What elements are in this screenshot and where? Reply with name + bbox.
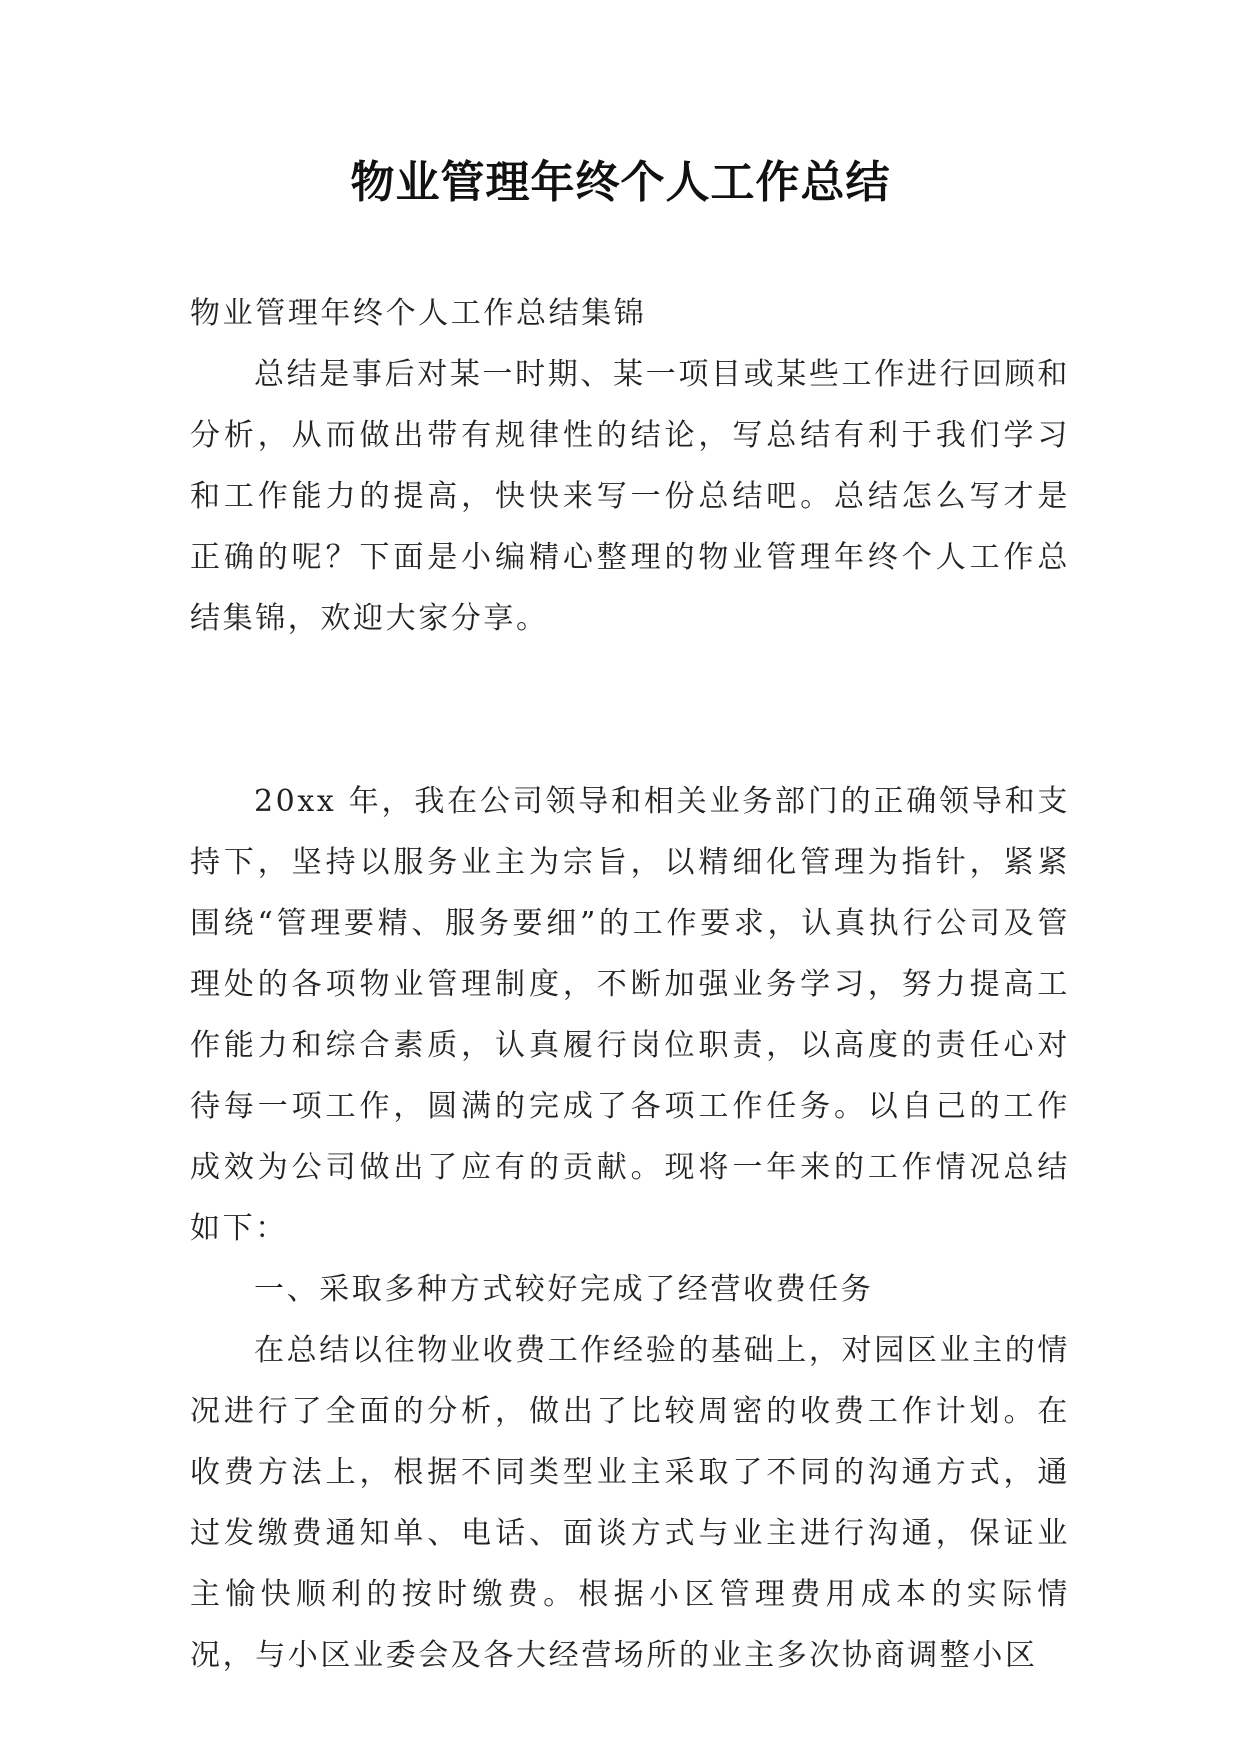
paragraph-spacer <box>190 649 1070 771</box>
section-heading: 一、采取多种方式较好完成了经营收费任务 <box>254 1272 874 1307</box>
intro-paragraph: 总结是事后对某一时期、某一项目或某些工作进行回顾和分析，从而做出带有规律性的结论，写总结有利于我们学习和工作能力的提高，快快来写一份总结吧。总结怎么写才是正确的呢？下面是小编精心整理的物业管理年终个人工作总结集锦，欢迎大家分享。 <box>190 357 1070 636</box>
document-title: 物业管理年终个人工作总结 <box>350 157 891 208</box>
section-paragraph: 在总结以往物业收费工作经验的基础上，对园区业主的情况进行了全面的分析，做出了比较周密的收费工作计划。在收费方法上，根据不同类型业主采取了不同的沟通方式，通过发缴费通知单、电话、面谈方式与业主进行沟通，保证业主愉快顺利的按时缴费。根据小区管理费用成本的实际情况，与小区业委会及各大经营场所的业主多次协商调整小区 <box>190 1333 1070 1673</box>
document-body <box>190 283 1070 1686</box>
summary-paragraph: 20xx 年，我在公司领导和相关业务部门的正确领导和支持下，坚持以服务业主为宗旨，以精细化管理为指针，紧紧围绕“管理要精、服务要细”的工作要求，认真执行公司及管理处的各项物业管理制度，不断加强业务学习，努力提高工作能力和综合素质，认真履行岗位职责，以高度的责任心对待每一项工作，圆满的完成了各项工作任务。以自己的工作成效为公司做出了应有的贡献。现将一年来的工作情况总结如下： <box>190 784 1070 1246</box>
subtitle-paragraph: 物业管理年终个人工作总结集锦 <box>190 296 647 331</box>
